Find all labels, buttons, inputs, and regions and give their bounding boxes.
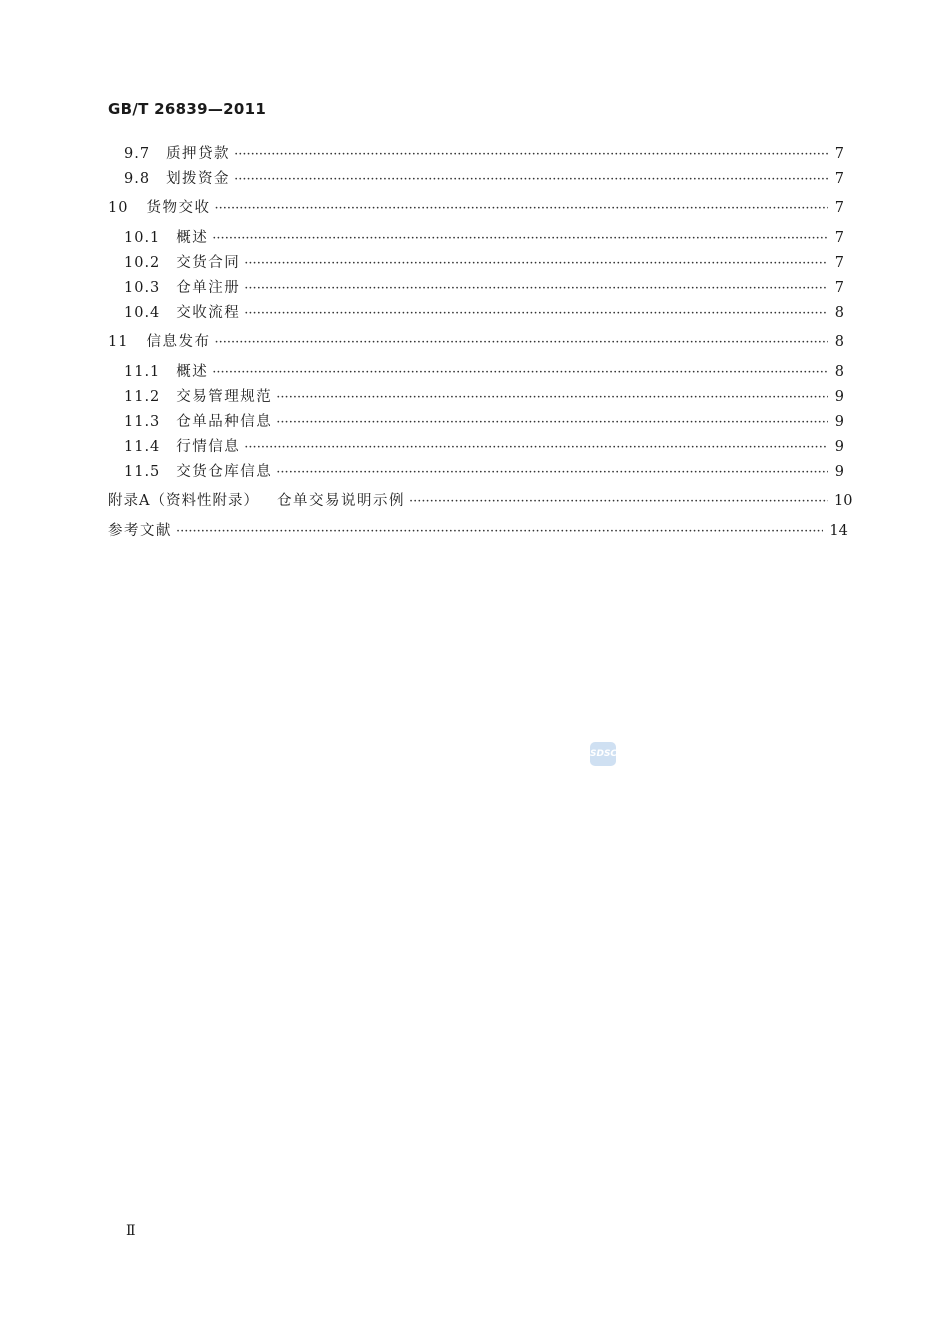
toc-leader-dots bbox=[276, 463, 828, 483]
toc-entry-title: 行情信息 bbox=[176, 439, 241, 455]
toc-entry-10-1[interactable] bbox=[124, 228, 844, 248]
toc-leader-dots bbox=[276, 388, 828, 408]
toc-entry-title: 划拨资金 bbox=[166, 171, 231, 187]
toc-leader-dots bbox=[214, 333, 828, 353]
toc-entry-title: 质押贷款 bbox=[166, 146, 231, 162]
document-code: GB/T 26839—2011 bbox=[108, 100, 267, 118]
toc-entry-number: 10.1 bbox=[124, 230, 161, 246]
toc-entry-annex-a[interactable] bbox=[108, 491, 853, 511]
toc-entry-page: 7 bbox=[834, 230, 844, 246]
toc-entry-page: 9 bbox=[834, 389, 844, 405]
toc-entry-number: 9.8 bbox=[124, 171, 151, 187]
toc-entry-11-4[interactable] bbox=[124, 437, 844, 457]
toc-leader-dots bbox=[244, 279, 828, 299]
toc-entry-number: 11.1 bbox=[124, 364, 161, 380]
toc-entry-title: 仓单交易说明示例 bbox=[276, 493, 405, 509]
toc-entry-number: 10 bbox=[108, 200, 129, 216]
toc-entry-title: 交货合同 bbox=[176, 255, 241, 271]
toc-entry-title: 交易管理规范 bbox=[176, 389, 273, 405]
toc-entry-number: 11.2 bbox=[124, 389, 161, 405]
toc-entry-10-2[interactable] bbox=[124, 253, 844, 273]
toc-leader-dots bbox=[214, 199, 828, 219]
toc-leader-dots bbox=[176, 522, 823, 542]
toc-entry-11-3[interactable] bbox=[124, 412, 844, 432]
toc-entry-number: 10.3 bbox=[124, 280, 161, 296]
toc-entry-page: 8 bbox=[834, 334, 844, 350]
toc-entry-page: 7 bbox=[834, 280, 844, 296]
toc-entry-9-7[interactable] bbox=[124, 144, 844, 164]
toc-entry-title: 仓单注册 bbox=[176, 280, 241, 296]
toc-entry-page: 7 bbox=[834, 200, 844, 216]
toc-entry-10-4[interactable] bbox=[124, 303, 844, 323]
toc-entry-page: 14 bbox=[829, 523, 848, 539]
toc-entry-page: 9 bbox=[834, 414, 844, 430]
toc-entry-number: 10.2 bbox=[124, 255, 161, 271]
toc-entry-page: 10 bbox=[834, 493, 853, 509]
toc-leader-dots bbox=[244, 304, 828, 324]
toc-entry-10-3[interactable] bbox=[124, 278, 844, 298]
toc-entry-9-8[interactable] bbox=[124, 169, 844, 189]
toc-leader-dots bbox=[212, 363, 828, 383]
toc-entry-title: 概述 bbox=[176, 364, 209, 380]
toc-entry-title: 仓单品种信息 bbox=[176, 414, 273, 430]
toc-entry-title: 参考文献 bbox=[108, 523, 172, 539]
page-number: Ⅱ bbox=[126, 1223, 136, 1239]
toc-leader-dots bbox=[276, 413, 828, 433]
toc-entry-number: 11.4 bbox=[124, 439, 161, 455]
toc-entry-11-1[interactable] bbox=[124, 362, 844, 382]
toc-entry-page: 9 bbox=[834, 464, 844, 480]
toc-entry-page: 7 bbox=[834, 146, 844, 162]
toc-entry-number: 11 bbox=[108, 334, 129, 350]
toc-entry-11[interactable] bbox=[108, 332, 844, 352]
toc-entry-page: 8 bbox=[834, 364, 844, 380]
toc-entry-11-5[interactable] bbox=[124, 462, 844, 482]
toc-entry-page: 7 bbox=[834, 171, 844, 187]
toc-leader-dots bbox=[212, 229, 828, 249]
toc-entry-title: 概述 bbox=[176, 230, 209, 246]
toc-entry-title: 信息发布 bbox=[146, 334, 211, 350]
toc-entry-title: 交收流程 bbox=[176, 305, 241, 321]
toc-entry-10[interactable] bbox=[108, 198, 844, 218]
toc-entry-title: 货物交收 bbox=[146, 200, 211, 216]
toc-leader-dots bbox=[244, 438, 828, 458]
toc-entry-page: 9 bbox=[834, 439, 844, 455]
toc-leader-dots bbox=[409, 492, 828, 512]
toc-entry-number: 9.7 bbox=[124, 146, 151, 162]
watermark-logo: SDSC bbox=[590, 742, 616, 766]
toc-entry-number: 附录A（资料性附录） bbox=[108, 493, 259, 509]
toc-leader-dots bbox=[234, 170, 828, 190]
toc-entry-number: 11.3 bbox=[124, 414, 161, 430]
toc-entry-number: 11.5 bbox=[124, 464, 161, 480]
toc-leader-dots bbox=[244, 254, 828, 274]
toc-entry-title: 交货仓库信息 bbox=[176, 464, 273, 480]
toc-entry-page: 8 bbox=[834, 305, 844, 321]
toc-leader-dots bbox=[234, 145, 828, 165]
toc-entry-number: 10.4 bbox=[124, 305, 161, 321]
toc-entry-bibliography[interactable] bbox=[108, 521, 848, 541]
toc-entry-page: 7 bbox=[834, 255, 844, 271]
toc-entry-11-2[interactable] bbox=[124, 387, 844, 407]
